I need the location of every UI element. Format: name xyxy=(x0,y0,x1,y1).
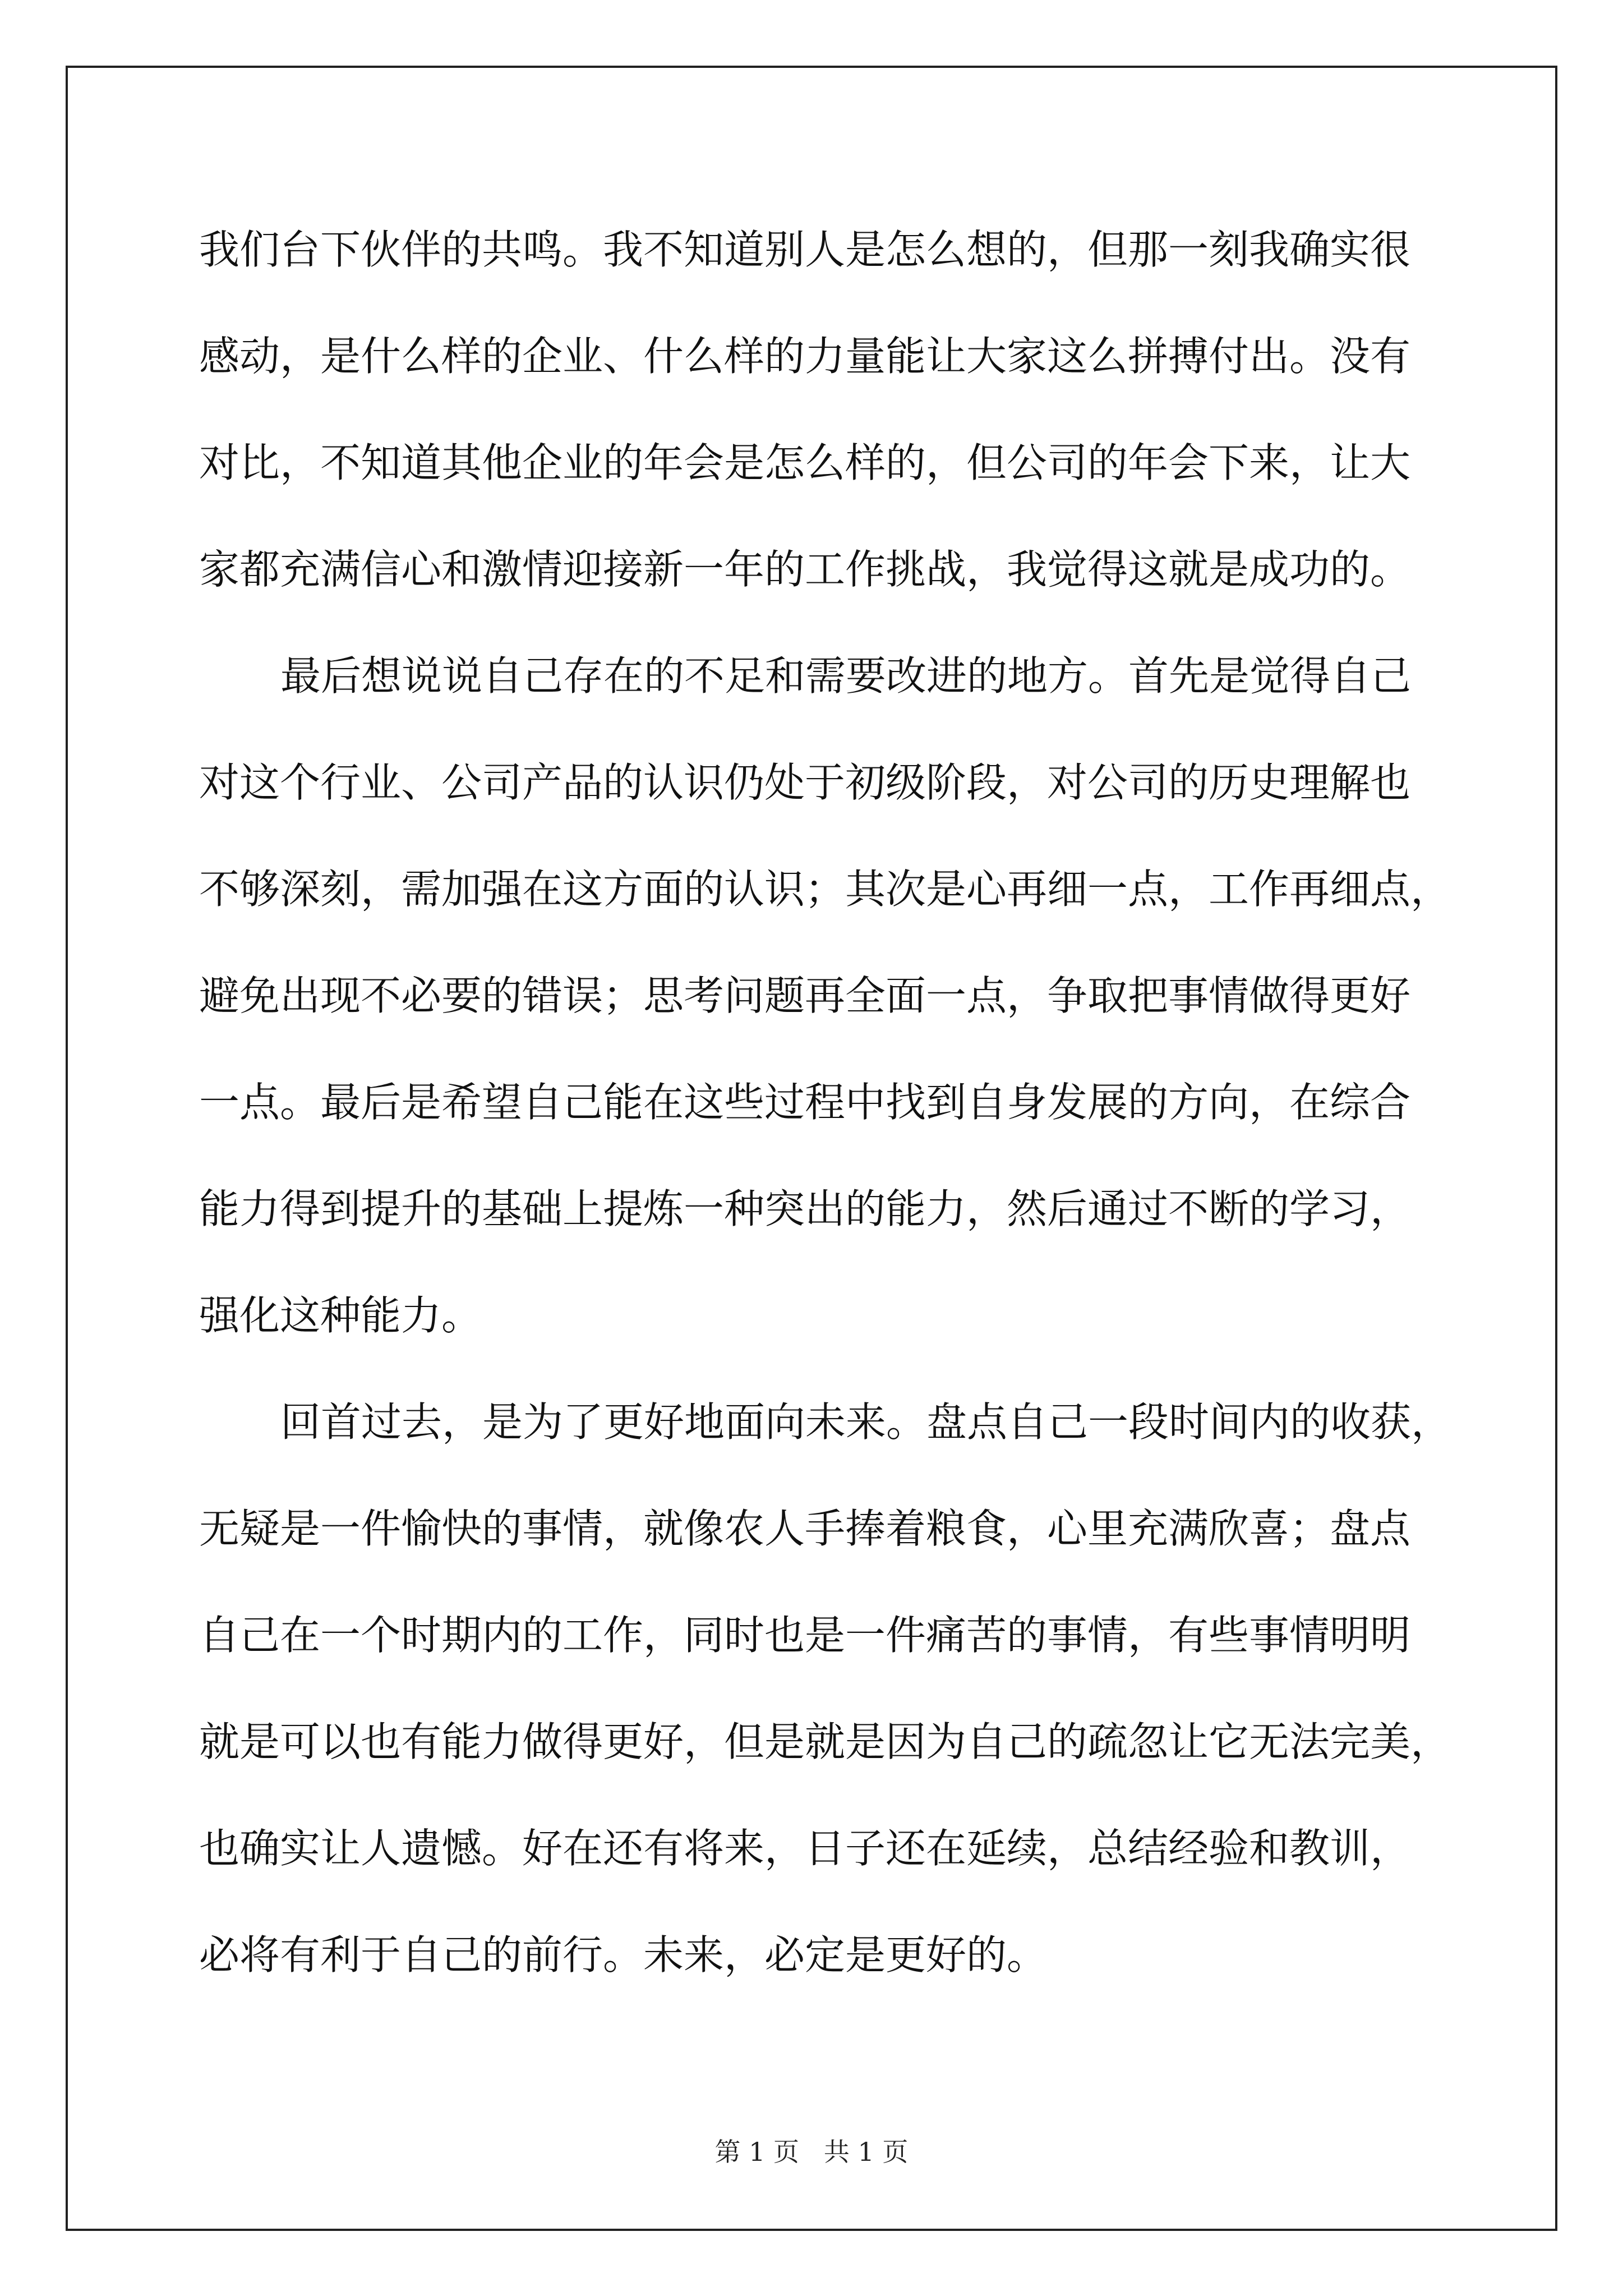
page-frame xyxy=(66,66,1557,2231)
text-line: 强化这种能力。 xyxy=(199,1292,482,1339)
text-line: 不够深刻，需加强在这方面的认识；其次是心再细一点，工作再细点， xyxy=(199,866,1451,913)
text-line: 就是可以也有能力做得更好，但是就是因为自己的疏忽让它无法完美， xyxy=(199,1718,1451,1765)
page-footer: 第 1 页 共 1 页 xyxy=(714,2137,909,2167)
text-line: 无疑是一件愉快的事情，就像农人手捧着粮食，心里充满欣喜；盘点 xyxy=(199,1505,1411,1552)
paragraph-first-line: 回首过去，是为了更好地面向未来。盘点自己一段时间内的收获， xyxy=(280,1398,1452,1446)
paragraph-first-line: 最后想说说自己存在的不足和需要改进的地方。首先是觉得自己 xyxy=(280,652,1412,700)
text-line: 我们台下伙伴的共鸣。我不知道别人是怎么想的，但那一刻我确实很 xyxy=(199,226,1411,273)
text-line: 感动，是什么样的企业、什么样的力量能让大家这么拼搏付出。没有 xyxy=(199,333,1411,380)
text-line: 一点。最后是希望自己能在这些过程中找到自身发展的方向，在综合 xyxy=(199,1079,1411,1126)
text-line: 也确实让人遗憾。好在还有将来，日子还在延续，总结经验和教训， xyxy=(199,1825,1411,1872)
text-line: 对这个行业、公司产品的认识仍处于初级阶段，对公司的历史理解也 xyxy=(199,759,1411,806)
text-line: 家都充满信心和激情迎接新一年的工作挑战，我觉得这就是成功的。 xyxy=(199,546,1411,593)
text-line: 避免出现不必要的错误；思考问题再全面一点，争取把事情做得更好 xyxy=(199,972,1411,1019)
text-line: 必将有利于自己的前行。未来，必定是更好的。 xyxy=(199,1931,1048,1978)
text-line: 能力得到提升的基础上提炼一种突出的能力，然后通过不断的学习， xyxy=(199,1185,1411,1232)
text-line: 自己在一个时期内的工作，同时也是一件痛苦的事情，有些事情明明 xyxy=(199,1612,1411,1659)
text-line: 对比，不知道其他企业的年会是怎么样的，但公司的年会下来，让大 xyxy=(199,439,1411,486)
